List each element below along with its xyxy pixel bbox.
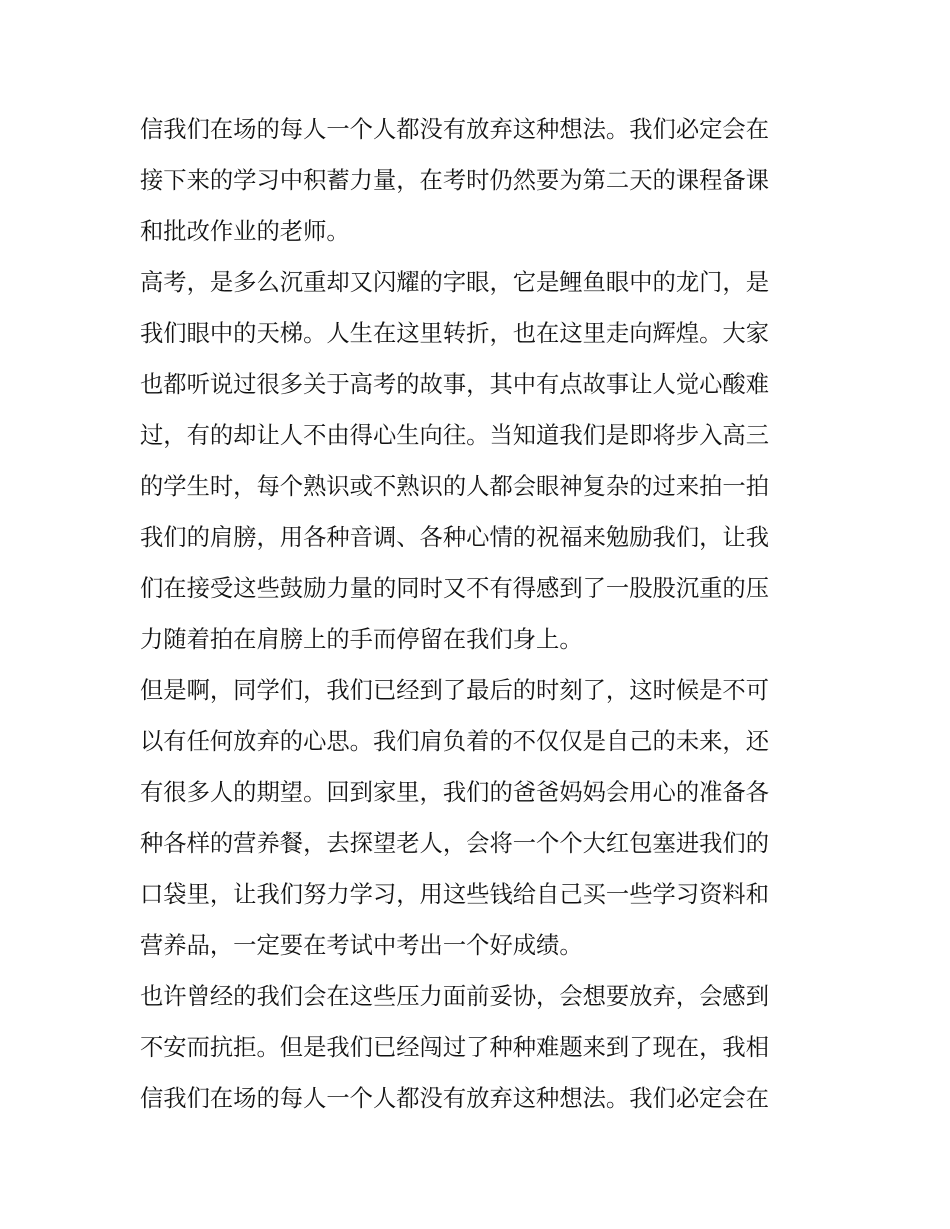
text-line: 营养品，一定要在考试中考出一个好成绩。 [140, 932, 583, 959]
text-line: 我们眼中的天梯。人生在这里转折，也在这里走向辉煌。大家 [140, 320, 770, 347]
paragraph-2 [140, 257, 810, 665]
text-line: 和批改作业的老师。 [140, 218, 350, 245]
paragraph-1 [140, 104, 810, 257]
text-line: 信我们在场的每人一个人都没有放弃这种想法。我们必定会在 [140, 1085, 770, 1112]
paragraph-4 [140, 971, 810, 1124]
document-body [140, 104, 810, 1124]
text-line: 但是啊，同学们，我们已经到了最后的时刻了，这时候是不可 [140, 677, 770, 704]
text-line: 我们的肩膀，用各种音调、各种心情的祝福来勉励我们，让我 [140, 524, 770, 551]
text-line: 口袋里，让我们努力学习，用这些钱给自己买一些学习资料和 [140, 881, 770, 908]
text-line: 过，有的却让人不由得心生向往。当知道我们是即将步入高三 [140, 422, 770, 449]
text-line: 以有任何放弃的心思。我们肩负着的不仅仅是自己的未来，还 [140, 728, 770, 755]
text-line: 的学生时，每个熟识或不熟识的人都会眼神复杂的过来拍一拍 [140, 473, 770, 500]
text-line: 高考，是多么沉重却又闪耀的字眼，它是鲤鱼眼中的龙门，是 [140, 269, 770, 296]
text-line: 力随着拍在肩膀上的手而停留在我们身上。 [140, 626, 583, 653]
text-line: 有很多人的期望。回到家里，我们的爸爸妈妈会用心的准备各 [140, 779, 770, 806]
text-line: 也都听说过很多关于高考的故事，其中有点故事让人觉心酸难 [140, 371, 770, 398]
text-line: 也许曾经的我们会在这些压力面前妥协，会想要放弃，会感到 [140, 983, 770, 1010]
text-line: 接下来的学习中积蓄力量，在考时仍然要为第二天的课程备课 [140, 167, 770, 194]
text-line: 种各样的营养餐，去探望老人，会将一个个大红包塞进我们的 [140, 830, 770, 857]
text-line: 信我们在场的每人一个人都没有放弃这种想法。我们必定会在 [140, 116, 770, 143]
text-line: 不安而抗拒。但是我们已经闯过了种种难题来到了现在，我相 [140, 1034, 770, 1061]
text-line: 们在接受这些鼓励力量的同时又不有得感到了一股股沉重的压 [140, 575, 770, 602]
paragraph-3 [140, 665, 810, 971]
